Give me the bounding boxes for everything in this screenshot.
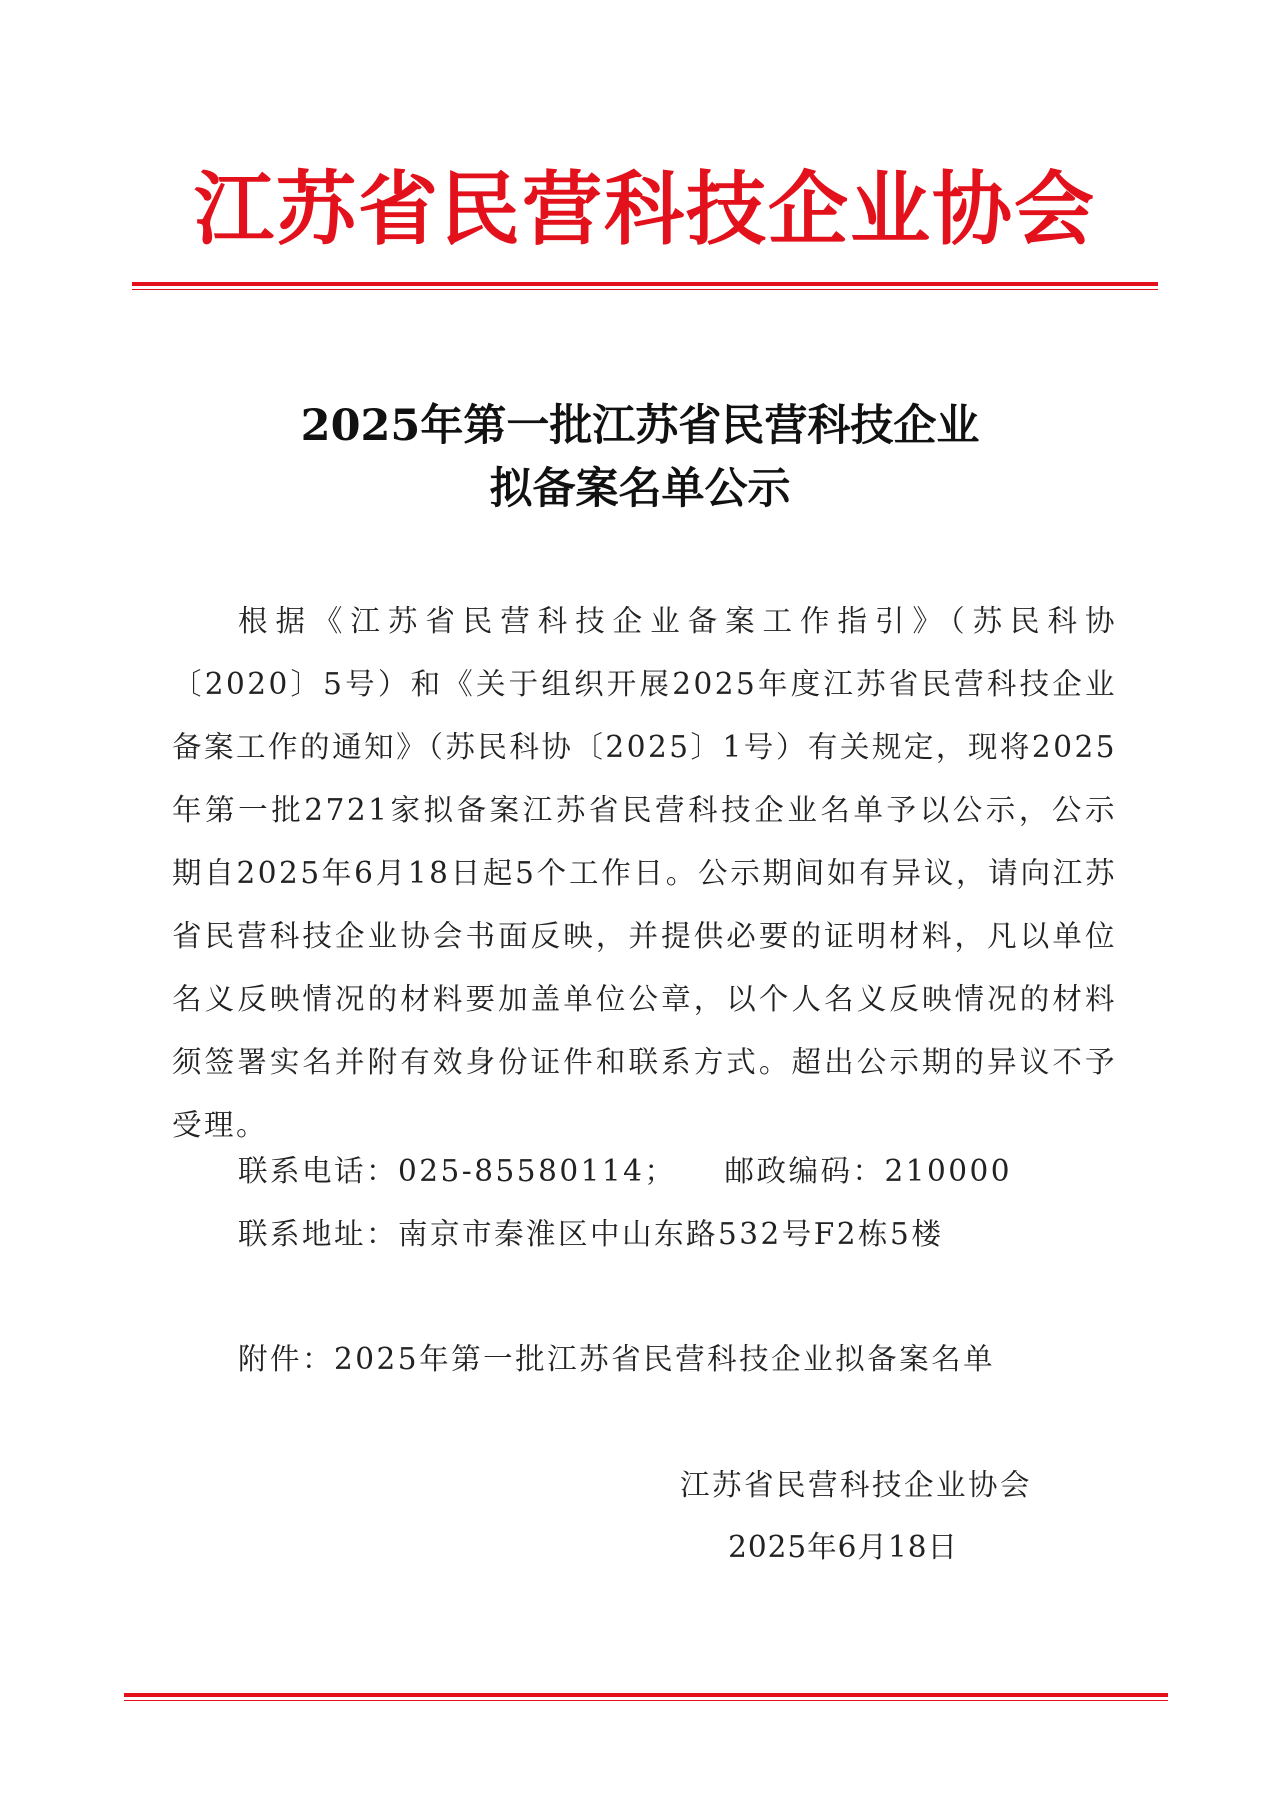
- signature-date: 2025年6月18日: [728, 1530, 958, 1564]
- body-paragraph: 根据《江苏省民营科技企业备案工作指引》（苏民科协〔2020〕5号）和《关于组织开展2025年度江苏省民营科技企业备案工作的通知》（苏民科协〔2025〕1号）有关规定，现将2025年第一批2721家拟备案江苏省民营科技企业名单予以公示，公示期自2025年6月18日起5个工作日。公示期间如有异议，请向江苏省民营科技企业协会书面反映，并提供必要的证明材料，凡以单位名义反映情况的材料要加盖单位公章，以个人名义反映情况的材料须签署实名并附有效身份证件和联系方式。超出公示期的异议不予受理。: [172, 604, 1117, 1142]
- contact-phone: 联系电话：025-85580114；: [238, 1154, 677, 1188]
- document-title: [140, 395, 1140, 521]
- document-title-line-1: 2025年第一批江苏省民营科技企业: [300, 401, 980, 451]
- letterhead-divider-thick: [132, 282, 1158, 286]
- letterhead-title: 江苏省民营科技企业协会: [194, 163, 1096, 256]
- document-title-line-2: 拟备案名单公示: [489, 464, 791, 514]
- attachment-note: 附件：2025年第一批江苏省民营科技企业拟备案名单: [238, 1342, 996, 1376]
- signature-organization: 江苏省民营科技企业协会: [679, 1468, 1032, 1502]
- document-body: [172, 590, 1117, 1157]
- letterhead-divider-thin: [132, 289, 1158, 290]
- footer-divider-thin: [124, 1700, 1168, 1701]
- footer-divider-thick: [124, 1693, 1168, 1697]
- contact-line: [238, 1148, 1012, 1190]
- postal-code: 邮政编码：210000: [724, 1154, 1013, 1188]
- contact-address: 联系地址：南京市秦淮区中山东路532号F2栋5楼: [238, 1217, 944, 1251]
